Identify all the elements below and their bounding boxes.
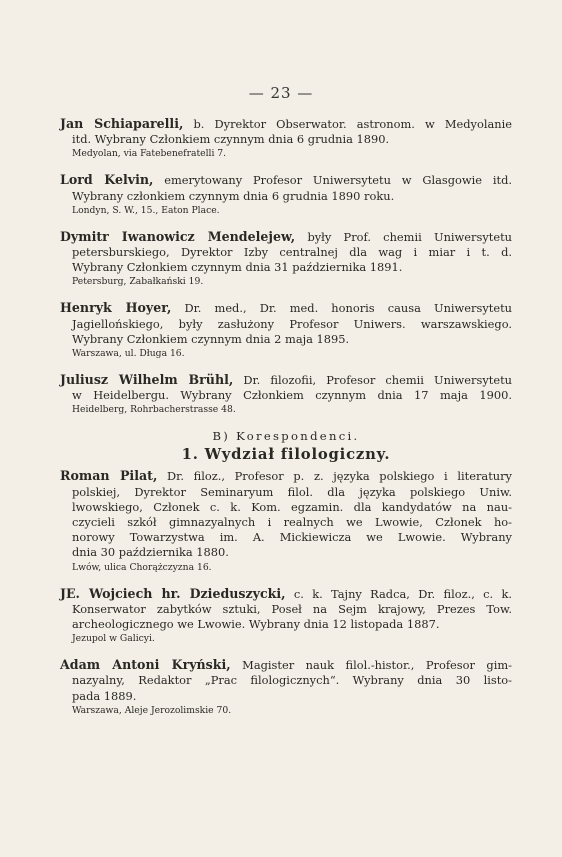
document-body xyxy=(60,116,512,729)
member-description-line: czycieli szkół gimnazyalnych i realnych we Lwowie, Członek ho- xyxy=(72,515,512,530)
member-name: Lord Kelvin, xyxy=(60,172,154,188)
member-description-line: Wybrany członkiem czynnym dnia 6 grudnia 1890 roku. xyxy=(72,188,395,203)
member-description: c. k. Tajny Radca, Dr. filoz., c. k. xyxy=(293,586,512,601)
member-name: Adam Antoni Kryński, xyxy=(60,657,231,673)
member-address: Lwów, ulica Chorążczyzna 16. xyxy=(72,561,212,573)
member-address: Warszawa, Aleje Jerozolimskie 70. xyxy=(72,704,232,716)
member-description-line: w Heidelbergu. Wybrany Członkiem czynnym dnia 17 maja 1900. xyxy=(72,388,512,403)
subsection-heading: 1. Wydział filologiczny. xyxy=(181,446,391,464)
member-name: Henryk Hoyer, xyxy=(60,300,172,316)
member-description: emerytowany Profesor Uniwersytetu w Glasgowie itd. xyxy=(164,173,512,188)
member-description-line: lwowskiego, Członek c. k. Kom. egzamin. dla kandydatów na nau- xyxy=(72,499,512,514)
member-name: Roman Pilat, xyxy=(60,468,158,484)
member-entry xyxy=(60,116,512,161)
member-name: Dymitr Iwanowicz Mendelejew, xyxy=(60,228,296,244)
member-description-line: itd. Wybrany Członkiem czynnym dnia 6 grudnia 1890. xyxy=(72,132,390,147)
member-address: Jezupol w Galicyi. xyxy=(72,633,155,645)
member-address: Londyn, S. W., 15., Eaton Place. xyxy=(72,204,220,216)
member-description-line: Jagiellońskiego, były zasłużony Profesor Uniwers. warszawskiego. xyxy=(72,316,512,331)
member-entry xyxy=(60,657,512,718)
member-description: Dr. filozofii, Profesor chemii Uniwersytetu xyxy=(243,373,513,388)
member-name: Juliusz Wilhelm Brühl, xyxy=(60,372,234,388)
member-address: Heidelberg, Rohrbacherstrasse 48. xyxy=(72,404,236,416)
member-description-line: Konserwator zabytków sztuki, Poseł na Sejm krajowy, Prezes Tow. xyxy=(72,601,512,616)
member-name: JE. Wojciech hr. Dzieduszycki, xyxy=(60,585,286,601)
member-description-line: Wybrany Członkiem czynnym dnia 31 października 1891. xyxy=(72,260,403,275)
member-description: Magister nauk filol.-histor., Profesor gim- xyxy=(242,658,512,673)
member-description-line: nazyalny, Redaktor „Prac filologicznych“. Wybrany dnia 30 listo- xyxy=(72,673,512,688)
member-description: były Prof. chemii Uniwersytetu xyxy=(307,229,512,244)
member-entry xyxy=(60,468,512,574)
member-description-line: polskiej, Dyrektor Seminaryum filol. dla języka polskiego Uniw. xyxy=(72,484,512,499)
member-description: Dr. filoz., Profesor p. z. języka polskiego i literatury xyxy=(167,469,512,484)
member-description-line: dnia 30 października 1880. xyxy=(72,545,229,560)
page-number: — 23 — xyxy=(248,84,314,102)
section-heading: B) Korespondenci. xyxy=(212,429,360,444)
member-address: Medyolan, via Fatebenefratelli 7. xyxy=(72,148,227,160)
member-name: Jan Schiaparelli, xyxy=(60,116,184,131)
member-description-line: Wybrany Członkiem czynnym dnia 2 maja 1895. xyxy=(72,331,350,346)
member-entry xyxy=(60,586,512,647)
member-description-line: pada 1889. xyxy=(72,688,137,703)
member-description-line: norowy Towarzystwa im. A. Mickiewicza we Lwowie. Wybrany xyxy=(72,530,512,545)
member-description: Dr. med., Dr. med. honoris causa Uniwersytetu xyxy=(184,301,513,316)
member-entry xyxy=(60,372,512,417)
member-address: Warszawa, ul. Długa 16. xyxy=(72,348,185,360)
member-entry xyxy=(60,172,512,217)
member-description-line: archeologicznego we Lwowie. Wybrany dnia 12 listopada 1887. xyxy=(72,617,440,632)
member-description-line: petersburskiego, Dyrektor Izby centralnej dla wag i miar i t. d. xyxy=(72,245,512,260)
member-address: Petersburg, Zabałkański 19. xyxy=(72,276,204,288)
member-description: b. Dyrektor Obserwator. astronom. w Medyolanie xyxy=(193,117,513,131)
member-entry xyxy=(60,229,512,290)
member-entry xyxy=(60,300,512,361)
